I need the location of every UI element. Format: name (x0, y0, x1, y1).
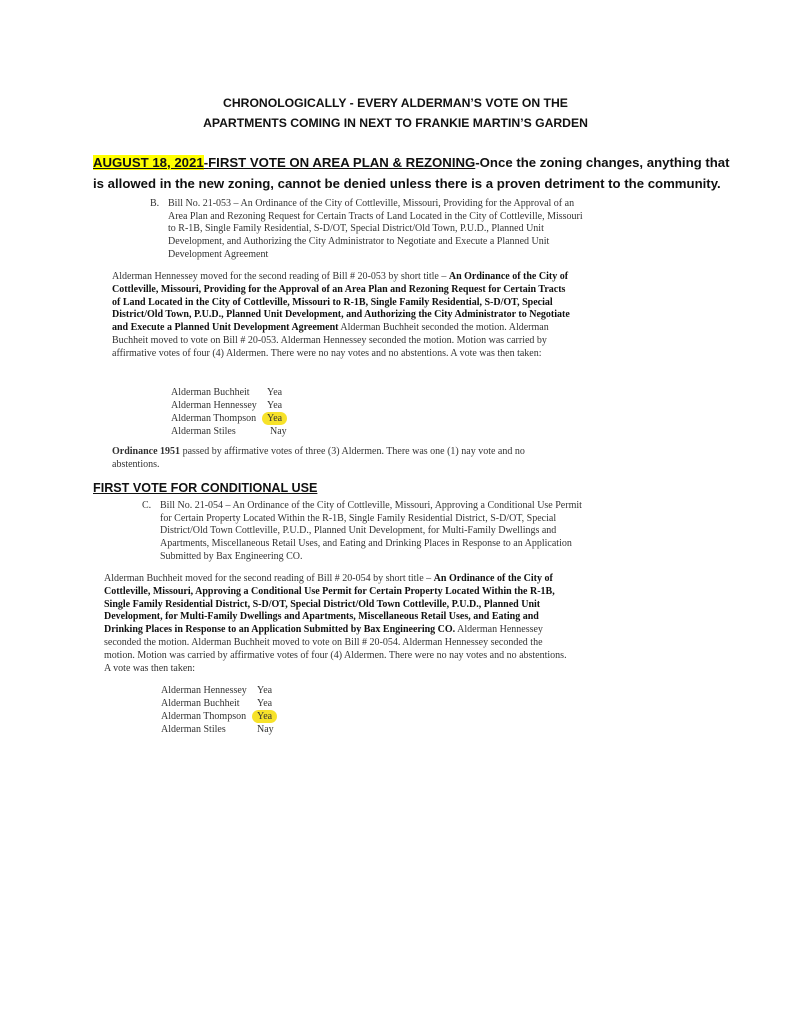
vote-row (171, 399, 283, 412)
motion-title: An Ordinance of the City of Cottleville, Missouri, Providing for the Approval of an Area Plan and Rezoning Request for Certain Tracts of Land Located in the City of Cottleville, Missouri to R-1B, Single Family Residential, S-D/OT, Special District/Old Town, P.U.D., Planned Unit Development, and Authorizing the City Administrator to Negotiate and Execute a Planned Unit Development Agreement (112, 271, 570, 334)
vote-value-highlighted: Yea (262, 412, 287, 425)
document-title-line-1: CHRONOLOGICALLY - EVERY ALDERMAN’S VOTE ON THE (223, 96, 568, 110)
section-title-conditional-use: FIRST VOTE FOR CONDITIONAL USE (93, 481, 318, 495)
motion-rest: Alderman Hennessey seconded the motion. Alderman Buchheit moved to vote on Bill # 20-054. Alderman Hennessey seconded the motion. Motion was carried by affirmative votes of four (4) Aldermen. There were no nay votes and no abstentions. A vote was then taken: (104, 624, 567, 674)
motion-paragraph-2 (104, 573, 574, 675)
vote-value: Nay (270, 426, 287, 437)
vote-row (171, 425, 287, 438)
alderman-name: Alderman Hennessey (161, 685, 247, 696)
alderman-name: Alderman Thompson (171, 413, 257, 424)
vote-value: Nay (257, 724, 274, 735)
bill-letter: B. (150, 198, 160, 209)
alderman-name: Alderman Hennessey (171, 400, 257, 411)
vote-row (161, 723, 274, 736)
alderman-name: Alderman Buchheit (161, 698, 240, 709)
section-title-area-plan: FIRST VOTE ON AREA PLAN & REZONING (208, 155, 476, 170)
meeting-date: AUGUST 18, 2021 (93, 155, 204, 170)
vote-table-2 (161, 684, 274, 736)
bill-letter: C. (142, 500, 152, 511)
ordinance-text: passed by affirmative votes of three (3) Aldermen. There was one (1) nay vote and no abstentions. (112, 446, 525, 470)
heading-dash: - (203, 155, 209, 170)
section-heading-conditional-use (93, 478, 733, 499)
vote-row (161, 697, 273, 710)
motion-rest: Alderman Buchheit seconded the motion. Alderman Buchheit moved to vote on Bill # 20-053. Alderman Hennessey seconded the motion. Motion was carried by affirmative votes of four (4) Aldermen. There were no nay votes and no abstentions. A vote was then taken: (112, 322, 549, 359)
vote-value: Yea (267, 400, 283, 411)
alderman-name: Alderman Buchheit (171, 387, 250, 398)
motion-title: An Ordinance of the City of Cottleville, Missouri, Approving a Conditional Use Permit for Certain Property Located Within the R-1B, Single Family Residential District, S-D/OT, Special District/Old Town Cottleville, P.U.D., Planned Unit Development, for Multi-Family Dwellings and Apartments, Miscellaneous Retail Uses, and Eating and Drinking Places in Response to an Application Submitted by Bax Engineering CO. (104, 573, 555, 636)
vote-row (161, 684, 273, 697)
vote-value: Yea (257, 685, 273, 696)
bill-item-c (142, 500, 582, 564)
vote-value-highlighted: Yea (252, 710, 277, 723)
motion-paragraph-1 (112, 271, 576, 361)
ordinance-result (112, 446, 572, 472)
vote-row (171, 386, 283, 399)
alderman-name: Alderman Thompson (161, 711, 247, 722)
motion-intro: Alderman Hennessey moved for the second reading of Bill # 20-053 by short title – (112, 271, 447, 282)
vote-value: Yea (267, 387, 283, 398)
bill-description: Bill No. 21-053 – An Ordinance of the City of Cottleville, Missouri, Providing for the Approval of an Area Plan and Rezoning Request for Certain Tracts of Land Located in the City of Cottleville, Missouri to R-1B, Single Family Residential, S-D/OT, Special District/Old Town, P.U.D., Planned Unit Development, and Authorizing the City Administrator to Negotiate and Execute a Planned Unit Development Agreement (168, 198, 583, 260)
bill-item-b (150, 198, 590, 262)
vote-row (161, 710, 273, 723)
vote-row (171, 412, 283, 425)
section-heading-area-plan (93, 152, 733, 194)
motion-intro: Alderman Buchheit moved for the second reading of Bill # 20-054 by short title – (104, 573, 432, 584)
section-note: -Once the zoning changes, anything that is allowed in the new zoning, cannot be denied unless there is a proven detriment to the community. (93, 155, 730, 191)
bill-description: Bill No. 21-054 – An Ordinance of the City of Cottleville, Missouri, Approving a Conditional Use Permit for Certain Property Located Within the R-1B, Single Family Residential District, S-D/OT, Special District/Old Town Cottleville, P.U.D., Planned Unit Development, for Multi-Family Dwellings and Apartments, Miscellaneous Retail Uses, and Eating and Drinking Places in Response to an Application Submitted by Bax Engineering CO. (160, 500, 582, 562)
vote-table-1 (171, 386, 287, 438)
vote-value: Yea (257, 698, 273, 709)
alderman-name: Alderman Stiles (171, 426, 236, 437)
document-title-line-2: APARTMENTS COMING IN NEXT TO FRANKIE MARTIN’S GARDEN (203, 116, 588, 130)
alderman-name: Alderman Stiles (161, 724, 226, 735)
ordinance-number: Ordinance 1951 (112, 446, 181, 457)
